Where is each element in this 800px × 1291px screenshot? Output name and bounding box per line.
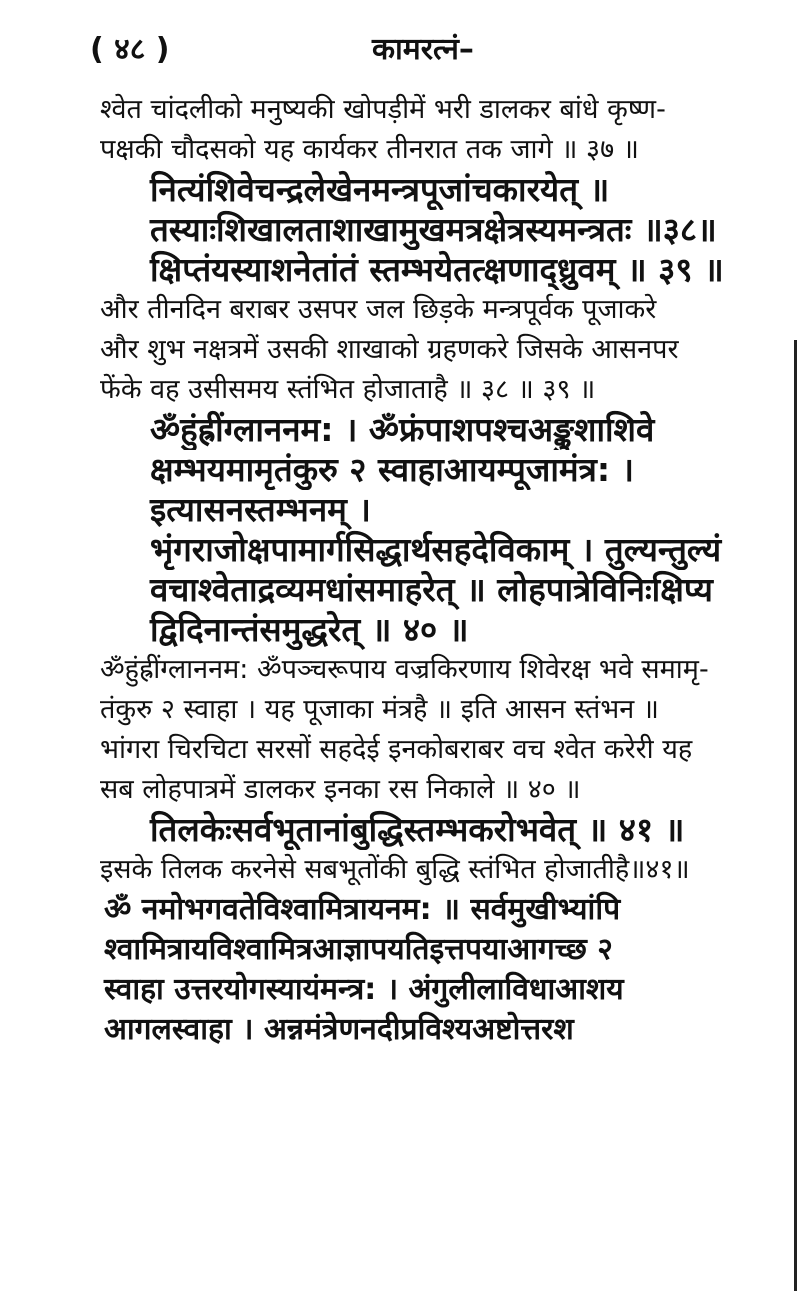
text-line: फेंके वह उसीसमय स्तंभित होजाताहै ॥ ३८ ॥ ३९ ॥ [100,374,596,405]
text-line: ॐहुंह्रींग्लाननम: । ॐफ्रंपाशपश्चअङ्कुशाशिवे [150,410,655,449]
page-edge-rule [794,340,797,1291]
text-line: और तीनदिन बराबर उसपर जल छिड़के मन्त्रपूर्वक पूजाकरे [100,294,657,325]
text-line: आगलस्वाहा । अन्नमंत्रेणनदीप्रविश्यअष्टोत्तरश [104,1012,574,1047]
text-line: और शुभ नक्षत्रमें उसकी शाखाको ग्रहणकरे जिसके आसनपर [100,334,679,365]
text-line: वचाश्वेताद्रव्यमधांसमाहरेत् ॥ लोहपात्रेविनिःक्षिप्य [150,570,713,609]
text-line: ॐहुंह्रींग्लाननम: ॐपञ्चरूपाय वज्रकिरणाय शिवेरक्ष भवे समामृ- [100,654,709,685]
text-line: नित्यंशिवेचन्द्रलेखेनमन्त्रपूजांचकारयेत् ॥ [150,170,610,209]
text-line: सब लोहपात्रमें डालकर इनका रस निकाले ॥ ४० ॥ [100,774,581,805]
text-line: इसके तिलक करनेसे सबभूतोंकी बुद्धि स्तंभित होजातीहै॥४१॥ [100,854,690,885]
text-line: ॐ नमोभगवतेविश्वामित्रायनम: ॥ सर्वमुखीभ्यांपि [104,892,621,927]
body-text [44,90,780,1050]
text-line: क्षम्भयमामृतंकुरु २ स्वाहाआयम्पूजामंत्र: । [150,450,635,489]
page-header [44,30,780,90]
text-line: भृंगराजोक्षपामार्गसिद्धार्थसहदेविकाम् । तुल्यन्तुल्यं [150,530,722,569]
text-line: तस्याःशिखालताशाखामुखमत्रक्षेत्रस्यमन्त्रतः ॥३८॥ [150,210,717,249]
page-number: ( ४८ ) [90,32,170,67]
running-title: कामरत्नं– [372,32,474,67]
text-line: स्वाहा उत्तरयोगस्यायंमन्त्र: । अंगुलीलाविधाआशय [104,972,624,1007]
text-line: क्षिप्तंयस्याशनेतांतं स्तम्भयेतत्क्षणाद्ध्रुवम् ॥ ३९ ॥ [150,250,724,289]
text-line: तिलकेःसर्वभूतानांबुद्धिस्तम्भकरोभवेत् ॥ ४१ ॥ [150,810,685,849]
text-line: भांगरा चिरचिटा सरसों सहदेई इनकोबराबर वच श्वेत करेरी यह [100,734,693,765]
text-line: श्वामित्रायविश्वामित्रआज्ञापयतिइत्तपयाआगच्छ २ [104,932,613,967]
text-line: पक्षकी चौदसको यह कार्यकर तीनरात तक जागे ॥ ३७ ॥ [100,134,639,165]
text-line: तंकुरु २ स्वाहा । यह पूजाका मंत्रहै ॥ इति आसन स्तंभन ॥ [100,694,659,725]
text-line: श्वेत चांदलीको मनुष्यकी खोपड़ीमें भरी डालकर बांधे कृष्ण- [100,94,666,125]
text-line: द्विदिनान्तंसमुद्धरेत् ॥ ४० ॥ [150,610,469,649]
text-line: इत्यासनस्तम्भनम् । [150,490,371,529]
